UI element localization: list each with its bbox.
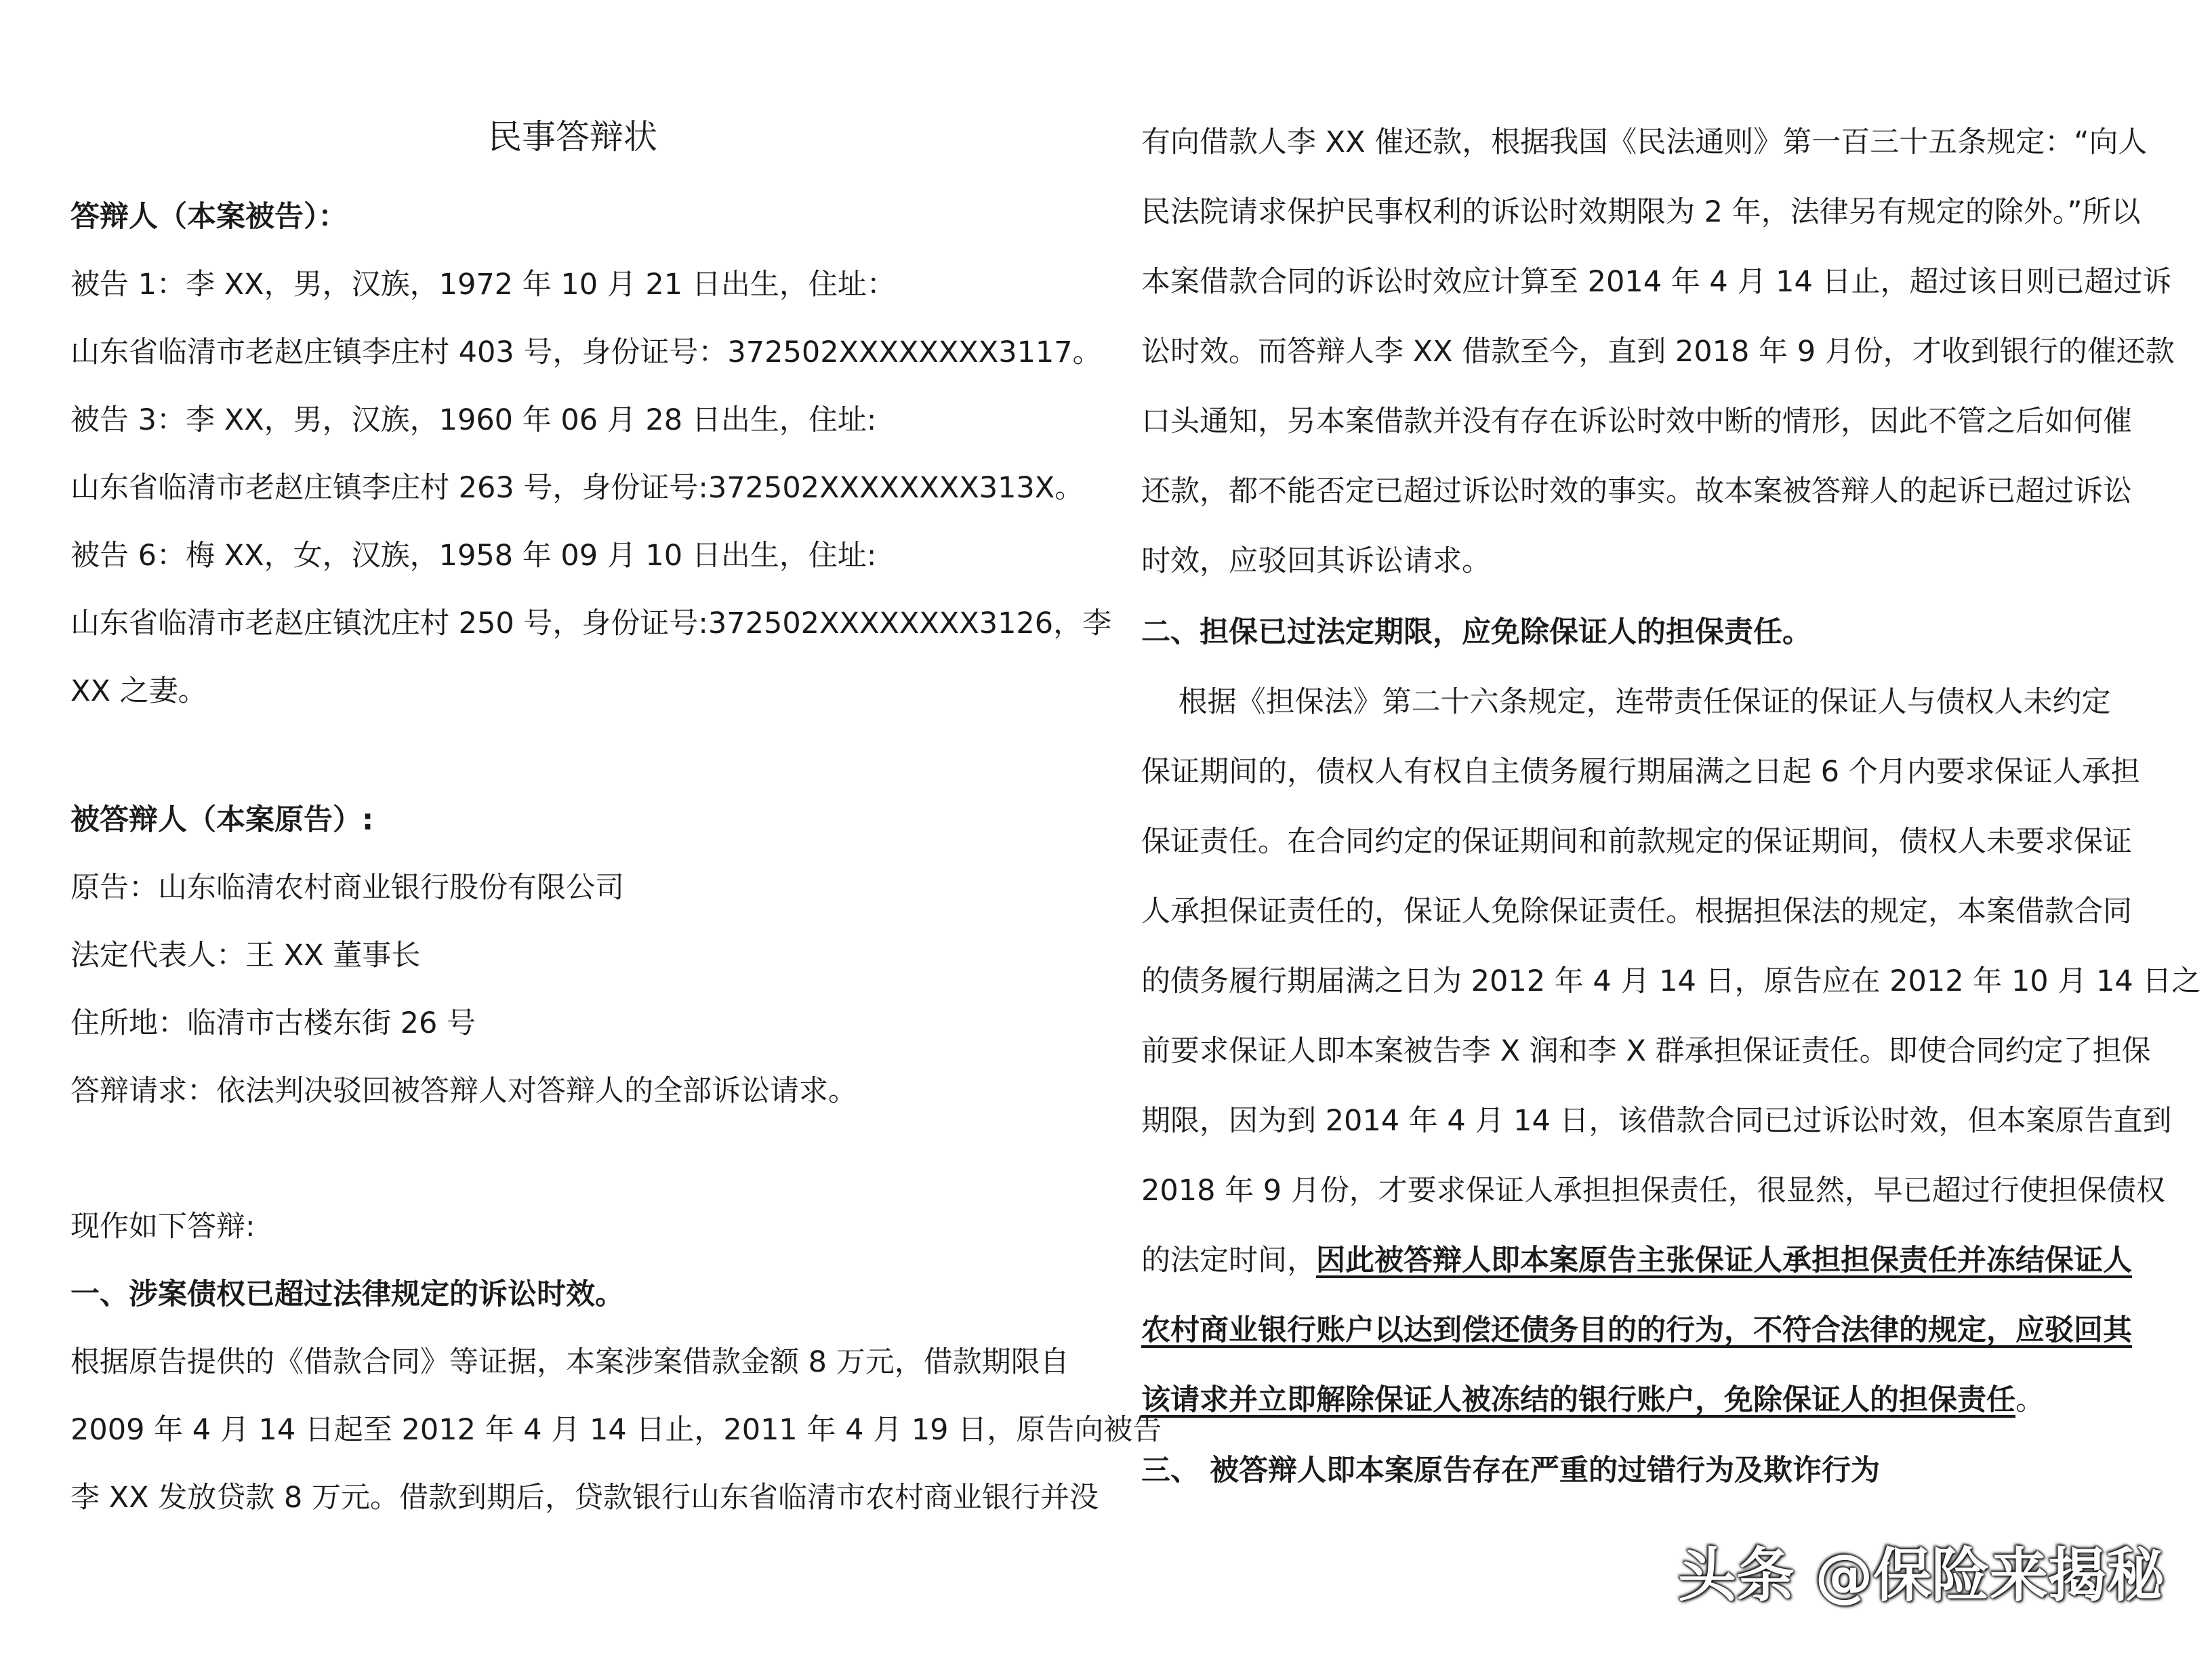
defendant1-address: 山东省临清市老赵庄镇李庄村 403 号，身份证号：372502XXXXXXXX3117。 [70, 335, 1102, 369]
section1-line: 根据原告提供的《借款合同》等证据，本案涉案借款金额 8 万元，借款期限自 [70, 1345, 1069, 1379]
section1-continued-line: 有向借款人李 XX 催还款，根据我国《民法通则》第一百三十五条规定：“向人 [1141, 125, 2148, 159]
document-title: 民事答辩状 [488, 117, 657, 157]
section2-line: 保证责任。在合同约定的保证期间和前款规定的保证期间，债权人未要求保证 [1141, 825, 2132, 859]
plaintiff-address: 住所地：临清市古楼东街 26 号 [70, 1006, 476, 1040]
section1-continued-line: 讼时效。而答辩人李 XX 借款至今，直到 2018 年 9 月份，才收到银行的催还款 [1141, 335, 2175, 369]
section1-line: 2009 年 4 月 14 日起至 2012 年 4 月 14 日止，2011 年 4 月 19 日，原告向被告 [70, 1413, 1162, 1447]
defendant6-note: XX 之妻。 [70, 674, 207, 708]
section2-line: 人承担保证责任的，保证人免除保证责任。根据担保法的规定，本案借款合同 [1141, 895, 2132, 928]
respondent-heading: 答辩人（本案被告）： [70, 200, 348, 234]
defendant3-address: 山东省临清市老赵庄镇李庄村 263 号，身份证号:372502XXXXXXXX313X。 [70, 471, 1084, 505]
section1-continued-line: 本案借款合同的诉讼时效应计算至 2014 年 4 月 14 日止，超过该日则已超过诉 [1141, 265, 2172, 299]
section2-plain-text: 的法定时间， [1141, 1244, 1316, 1277]
section1-continued-line: 还款，都不能否定已超过诉讼时效的事实。故本案被答辩人的起诉已超过诉讼 [1141, 474, 2132, 508]
section2-end-period: 。 [2015, 1383, 2045, 1417]
section3-heading: 三、 被答辩人即本案原告存在严重的过错行为及欺诈行为 [1141, 1454, 1880, 1488]
defendant3-info: 被告 3：李 XX，男，汉族，1960 年 06 月 28 日出生，住址: [70, 403, 877, 437]
section2-line: 前要求保证人即本案被告李 X 润和李 X 群承担保证责任。即使合同约定了担保 [1141, 1034, 2151, 1068]
defendant6-info: 被告 6：梅 XX，女，汉族，1958 年 09 月 10 日出生，住址: [70, 539, 877, 573]
defendant1-info: 被告 1：李 XX，男，汉族，1972 年 10 月 21 日出生，住址： [70, 268, 896, 302]
intro-line: 现作如下答辩: [70, 1210, 255, 1244]
section2-line: 保证期间的，债权人有权自主债务履行期届满之日起 6 个月内要求保证人承担 [1141, 755, 2140, 789]
legal-representative: 法定代表人：王 XX 董事长 [70, 939, 421, 972]
plaintiff-heading: 被答辩人（本案原告）: [70, 803, 374, 837]
section2-line: 的债务履行期届满之日为 2012 年 4 月 14 日，原告应在 2012 年 10 月 14 日之 [1141, 964, 2201, 998]
defendant6-address: 山东省临清市老赵庄镇沈庄村 250 号，身份证号:372502XXXXXXXX3126，李 [70, 607, 1112, 640]
section2-bold-underlined-text: 该请求并立即解除保证人被冻结的银行账户，免除保证人的担保责任 [1141, 1383, 2015, 1417]
section1-line: 李 XX 发放贷款 8 万元。借款到期后，贷款银行山东省临清市农村商业银行并没 [70, 1481, 1099, 1515]
section2-heading: 二、担保已过法定期限，应免除保证人的担保责任。 [1141, 615, 1811, 649]
section2-bold-underlined-line: 农村商业银行账户以达到偿还债务目的的行为，不符合法律的规定，应驳回其 [1141, 1313, 2132, 1347]
section1-continued-line: 时效，应驳回其诉讼请求。 [1141, 544, 1491, 578]
plaintiff-name: 原告：山东临清农村商业银行股份有限公司 [70, 871, 624, 905]
section2-line: 期限，因为到 2014 年 4 月 14 日，该借款合同已过诉讼时效，但本案原告直到 [1141, 1104, 2172, 1138]
section2-line: 2018 年 9 月份，才要求保证人承担担保责任，很显然，早已超过行使担保债权 [1141, 1174, 2165, 1208]
section1-heading: 一、涉案债权已超过法律规定的诉讼时效。 [70, 1277, 624, 1311]
section2-line: 根据《担保法》第二十六条规定，连带责任保证的保证人与债权人未约定 [1141, 685, 2111, 719]
section2-mixed-line [1141, 1240, 2132, 1281]
defense-request: 答辩请求：依法判决驳回被答辩人对答辩人的全部诉讼请求。 [70, 1074, 857, 1108]
section1-continued-line: 民法院请求保护民事权利的诉讼时效期限为 2 年，法律另有规定的除外。”所以 [1141, 195, 2141, 229]
section2-final-line [1141, 1380, 2045, 1420]
watermark: 头条 @保险来揭秘 [1678, 1542, 2165, 1610]
section1-continued-line: 口头通知，另本案借款并没有存在诉讼时效中断的情形，因此不管之后如何催 [1141, 405, 2132, 438]
section2-bold-underlined-text: 因此被答辩人即本案原告主张保证人承担担保责任并冻结保证人 [1316, 1244, 2132, 1277]
